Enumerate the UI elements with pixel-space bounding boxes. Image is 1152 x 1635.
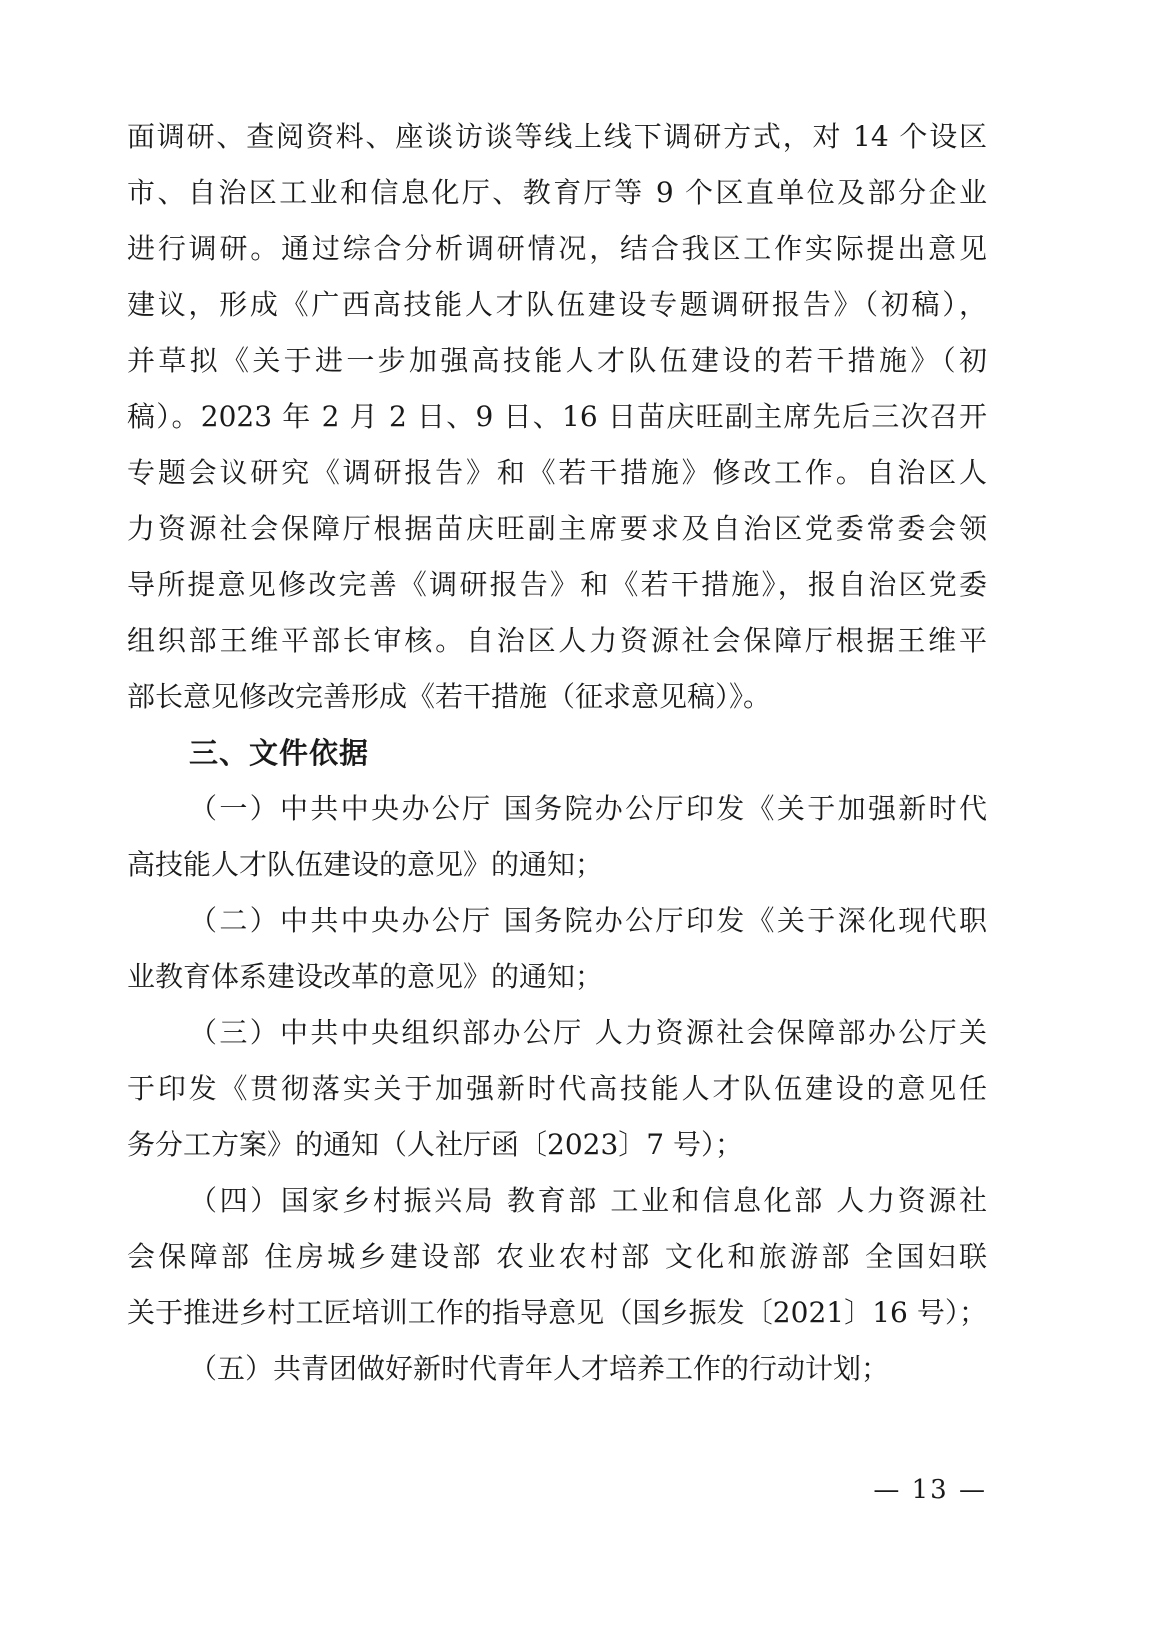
paragraph-line: 力资源社会保障厅根据苗庆旺副主席要求及自治区党委常委会领: [127, 512, 987, 545]
basis-line: 业教育体系建设改革的意见》的通知；: [127, 960, 604, 993]
basis-line: 关于推进乡村工匠培训工作的指导意见（国乡振发〔2021〕16 号）；: [127, 1296, 987, 1329]
paragraph-line: 进行调研。通过综合分析调研情况，结合我区工作实际提出意见: [127, 232, 987, 265]
paragraph-line: 市、自治区工业和信息化厅、教育厅等 9 个区直单位及部分企业: [127, 176, 987, 209]
paragraph-line: 专题会议研究《调研报告》和《若干措施》修改工作。自治区人: [127, 456, 987, 489]
paragraph-line: 导所提意见修改完善《调研报告》和《若干措施》，报自治区党委: [127, 568, 987, 601]
basis-line: 高技能人才队伍建设的意见》的通知；: [127, 848, 604, 881]
basis-line: （五）共青团做好新时代青年人才培养工作的行动计划；: [189, 1352, 890, 1385]
paragraph-line: 稿）。2023 年 2 月 2 日、9 日、16 日苗庆旺副主席先后三次召开: [127, 400, 987, 433]
paragraph-line: 部长意见修改完善形成《若干措施（征求意见稿）》。: [127, 680, 772, 713]
paragraph-line: 并草拟《关于进一步加强高技能人才队伍建设的若干措施》（初: [127, 344, 987, 377]
section-heading: 三、文件依据: [189, 736, 370, 770]
basis-line: 于印发《贯彻落实关于加强新时代高技能人才队伍建设的意见任: [127, 1072, 987, 1105]
paragraph-line: 组织部王维平部长审核。自治区人力资源社会保障厅根据王维平: [127, 624, 987, 657]
paragraph-line: 面调研、查阅资料、座谈访谈等线上线下调研方式，对 14 个设区: [127, 120, 987, 153]
basis-line: （二）中共中央办公厅 国务院办公厅印发《关于深化现代职: [189, 904, 987, 937]
page-number: — 13 —: [873, 1475, 987, 1505]
basis-line: 务分工方案》的通知（人社厅函〔2023〕7 号）；: [127, 1128, 743, 1161]
basis-line: （三）中共中央组织部办公厅 人力资源社会保障部办公厅关: [189, 1016, 987, 1049]
basis-line: 会保障部 住房城乡建设部 农业农村部 文化和旅游部 全国妇联: [127, 1240, 987, 1273]
basis-line: （四）国家乡村振兴局 教育部 工业和信息化部 人力资源社: [189, 1184, 987, 1217]
basis-line: （一）中共中央办公厅 国务院办公厅印发《关于加强新时代: [189, 792, 987, 825]
paragraph-line: 建议，形成《广西高技能人才队伍建设专题调研报告》（初稿），: [127, 288, 987, 321]
